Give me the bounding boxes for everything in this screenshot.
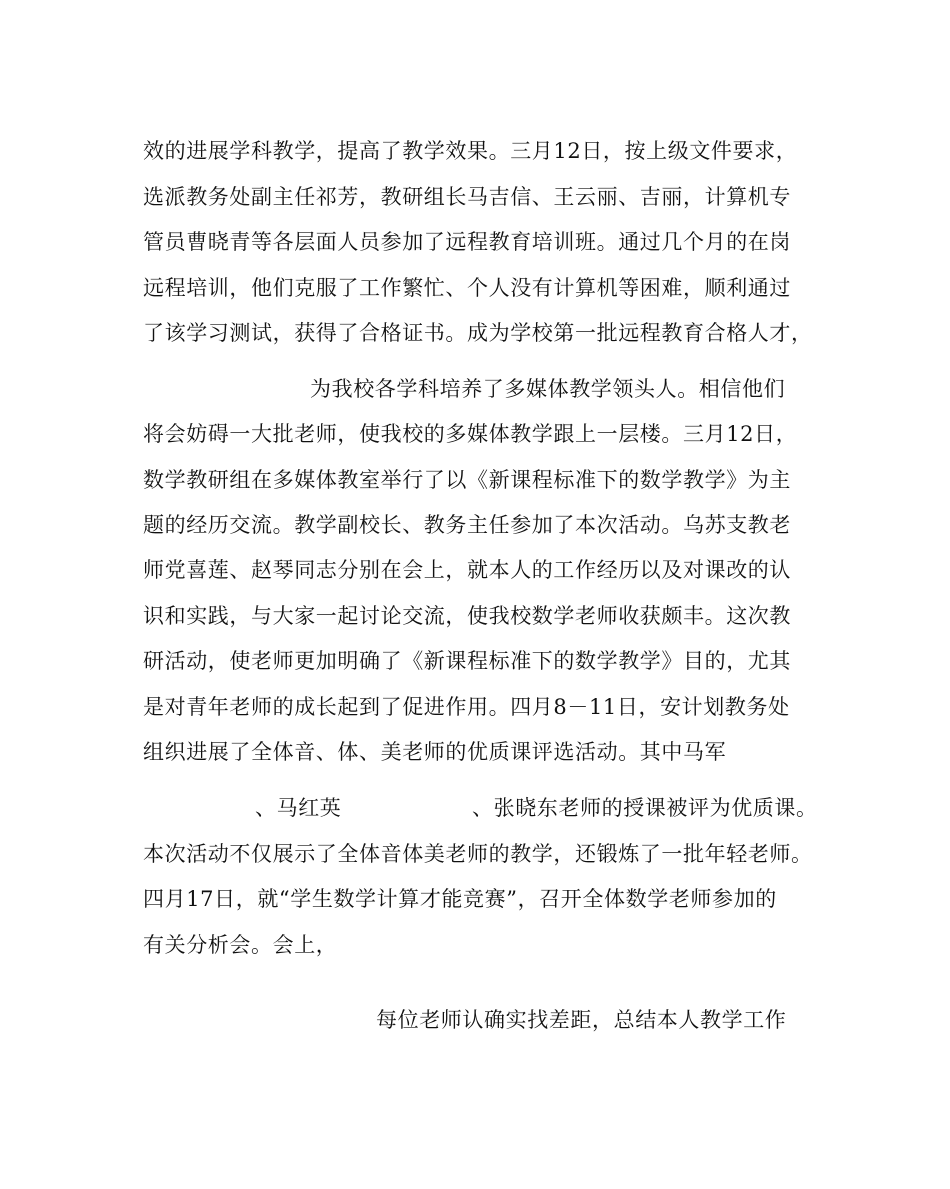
paragraph-line-12: 研活动，使老师更加明确了《新课程标准下的数学教学》目的，尤其 [143, 649, 791, 673]
paragraph-line-11: 识和实践，与大家一起讨论交流，使我校数学老师收获颇丰。这次教 [143, 604, 791, 628]
paragraph-line-16: 本次活动不仅展示了全体音体美老师的教学，还锻炼了一批年轻老师。 [143, 842, 813, 866]
paragraph-line-4: 远程培训，他们克服了工作繁忙、个人没有计算机等困难，顺利通过 [143, 276, 791, 300]
paragraph-line-6: 为我校各学科培养了多媒体教学领头人。相信他们 [310, 377, 786, 401]
paragraph-line-2: 选派教务处副主任祁芳，教研组长马吉信、王云丽、吉丽，计算机专 [143, 185, 791, 209]
paragraph-line-17: 四月17日，就“学生数学计算才能竞赛”，召开全体数学老师参加的 [143, 887, 777, 911]
paragraph-line-7: 将会妨碍一大批老师，使我校的多媒体教学跟上一层楼。三月12日， [143, 422, 798, 446]
split-segment-2: 、张晓东老师的授课被评为优质课。 [472, 796, 818, 820]
paragraph-line-8: 数学教研组在多媒体教室举行了以《新课程标准下的数学教学》为主 [143, 468, 791, 492]
paragraph-line-1: 效的进展学科教学，提高了教学效果。三月12日，按上级文件要求， [143, 139, 798, 163]
paragraph-line-18: 有关分析会。会上， [143, 933, 338, 957]
paragraph-line-13: 是对青年老师的成长起到了促进作用。四月8－11日，安计划教务处 [143, 695, 790, 719]
paragraph-line-3: 管员曹晓青等各层面人员参加了远程教育培训班。通过几个月的在岗 [143, 230, 791, 254]
paragraph-line-14: 组织进展了全体音、体、美老师的优质课评选活动。其中马军 [143, 740, 727, 764]
split-segment-1: 、马红英 [255, 796, 342, 820]
paragraph-line-10: 师党喜莲、赵琴同志分别在会上，就本人的工作经历以及对课改的认 [143, 558, 791, 582]
paragraph-line-19: 每位老师认确实找差距，总结本人教学工作 [376, 1008, 787, 1032]
paragraph-line-9: 题的经历交流。教学副校长、教务主任参加了本次活动。乌苏支教老 [143, 513, 791, 537]
paragraph-line-5: 了该学习测试，获得了合格证书。成为学校第一批远程教育合格人才， [143, 321, 813, 345]
